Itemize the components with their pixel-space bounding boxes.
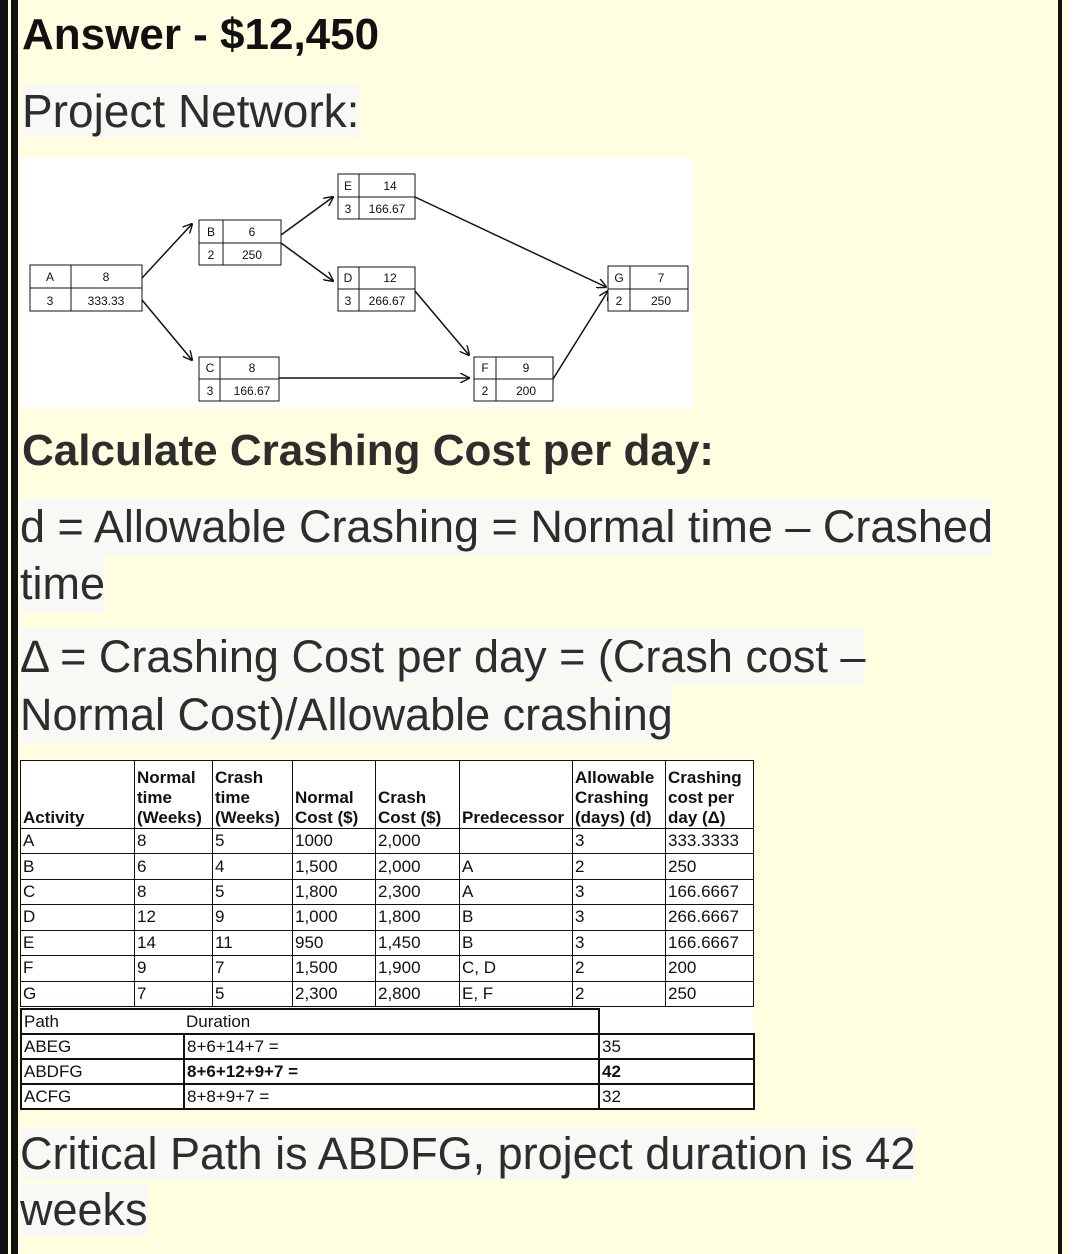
edge-d-f <box>415 291 469 355</box>
cell-activity: A <box>21 829 135 854</box>
cell-normal-cost: 1000 <box>293 829 376 854</box>
node-f-duration: 9 <box>522 361 530 375</box>
edge-a-b <box>142 224 192 278</box>
node-d-crash-days: 3 <box>344 294 352 308</box>
header-predecessor: Predecessor <box>460 761 573 829</box>
cell-normal-time: 6 <box>135 854 213 879</box>
node-d-cost-per-day: 266.67 <box>368 294 406 308</box>
cell-allowable: 3 <box>573 905 666 930</box>
cell-formula: 8+8+9+7 = <box>184 1084 599 1109</box>
node-f-id: F <box>481 361 489 375</box>
header-allowable-crashing: Allowable Crashing (days) (d) <box>573 761 666 829</box>
node-g-cost-per-day: 250 <box>650 294 672 308</box>
node-b-cost-per-day: 250 <box>241 248 263 262</box>
cell-path: ABDFG <box>21 1059 184 1084</box>
table-row <box>21 1059 754 1084</box>
table-row <box>21 829 754 854</box>
right-margin <box>1067 0 1080 1254</box>
node-f-crash-days: 2 <box>481 384 489 398</box>
cell-normal-cost: 1,500 <box>293 854 376 879</box>
cell-crash-cost: 2,000 <box>376 829 460 854</box>
left-border-gap <box>8 0 11 1254</box>
cell-activity: D <box>21 905 135 930</box>
cell-cost-per-day: 166.6667 <box>666 930 754 955</box>
edge-a-c <box>142 300 192 360</box>
cell-crash-time: 5 <box>213 829 293 854</box>
header-crash-time: Crash time (Weeks) <box>213 761 293 829</box>
header-crash-cost: Crash Cost ($) <box>376 761 460 829</box>
path-duration-table <box>20 1008 753 1110</box>
node-b-duration: 6 <box>248 225 256 239</box>
node-a-id: A <box>45 270 55 284</box>
cell-allowable: 3 <box>573 829 666 854</box>
header-activity: Activity <box>21 761 135 829</box>
cell-total: 42 <box>599 1059 754 1084</box>
cell-crash-cost: 1,900 <box>376 956 460 981</box>
cell-cost-per-day: 333.3333 <box>666 829 754 854</box>
cell-total: 32 <box>599 1084 754 1109</box>
cell-cost-per-day: 266.6667 <box>666 905 754 930</box>
cell-crash-cost: 1,450 <box>376 930 460 955</box>
cell-formula: 8+6+14+7 = <box>184 1034 599 1059</box>
cell-predecessor: C, D <box>460 956 573 981</box>
node-e-id: E <box>343 179 353 193</box>
cell-path: ACFG <box>21 1084 184 1109</box>
table-row <box>21 879 754 904</box>
header-normal-time: Normal time (Weeks) <box>135 761 213 829</box>
cell-normal-cost: 2,300 <box>293 981 376 1006</box>
cell-allowable: 2 <box>573 956 666 981</box>
node-e-cost-per-day: 166.67 <box>368 202 406 216</box>
node-b-crash-days: 2 <box>207 248 215 262</box>
cell-formula: 8+6+12+9+7 = <box>184 1059 599 1084</box>
edge-e-g <box>415 197 606 287</box>
node-e-duration: 14 <box>383 179 397 193</box>
cell-normal-cost: 1,500 <box>293 956 376 981</box>
node-e-crash-days: 3 <box>344 202 352 216</box>
node-a-duration: 8 <box>102 270 110 284</box>
cell-normal-time: 9 <box>135 956 213 981</box>
project-network-title: Project Network: <box>22 85 360 137</box>
node-g-id: G <box>614 271 624 285</box>
cell-predecessor: A <box>460 854 573 879</box>
cell-crash-time: 5 <box>213 981 293 1006</box>
cell-normal-time: 8 <box>135 829 213 854</box>
cell-allowable: 2 <box>573 981 666 1006</box>
cell-allowable: 3 <box>573 879 666 904</box>
cell-crash-cost: 2,300 <box>376 879 460 904</box>
node-a-crash-days: 3 <box>46 294 54 308</box>
table-row <box>21 1084 754 1109</box>
table-row <box>21 905 754 930</box>
allowable-crashing-equation-line1: d = Allowable Crashing = Normal time – Crashed <box>20 498 993 555</box>
cell-predecessor <box>460 829 573 854</box>
cell-normal-time: 7 <box>135 981 213 1006</box>
cell-predecessor: A <box>460 879 573 904</box>
cell-normal-cost: 1,000 <box>293 905 376 930</box>
cell-activity: F <box>21 956 135 981</box>
header-normal-cost: Normal Cost ($) <box>293 761 376 829</box>
cell-total: 35 <box>599 1034 754 1059</box>
cell-crash-time: 9 <box>213 905 293 930</box>
node-c-duration: 8 <box>248 361 256 375</box>
node-d-duration: 12 <box>383 271 397 285</box>
path-table-header <box>21 1009 754 1034</box>
allowable-crashing-equation-line2: time <box>20 555 105 612</box>
cell-crash-cost: 2,800 <box>376 981 460 1006</box>
edge-b-d <box>281 243 333 281</box>
table-row <box>21 956 754 981</box>
header-duration: Duration <box>184 1009 599 1034</box>
header-cost-per-day: Crashing cost per day (Δ) <box>666 761 754 829</box>
edge-f-g <box>553 291 608 379</box>
node-c-crash-days: 3 <box>206 384 214 398</box>
cell-normal-cost: 1,800 <box>293 879 376 904</box>
cell-allowable: 3 <box>573 930 666 955</box>
cell-predecessor: B <box>460 905 573 930</box>
node-d-id: D <box>343 271 353 285</box>
node-f-cost-per-day: 200 <box>515 384 537 398</box>
cell-cost-per-day: 250 <box>666 854 754 879</box>
cell-crash-cost: 2,000 <box>376 854 460 879</box>
node-a-cost-per-day: 333.33 <box>87 294 125 308</box>
critical-path-conclusion-line1: Critical Path is ABDFG, project duration is 42 <box>20 1128 916 1179</box>
cell-activity: G <box>21 981 135 1006</box>
cell-predecessor: B <box>460 930 573 955</box>
cell-cost-per-day: 166.6667 <box>666 879 754 904</box>
table-row <box>21 1034 754 1059</box>
answer-heading: Answer - $12,450 <box>22 10 380 59</box>
cell-predecessor: E, F <box>460 981 573 1006</box>
cell-activity: B <box>21 854 135 879</box>
cell-activity: C <box>21 879 135 904</box>
node-b-id: B <box>206 225 216 239</box>
table-row <box>21 930 754 955</box>
activity-table-header <box>21 761 754 829</box>
crashing-cost-equation-line2: Normal Cost)/Allowable crashing <box>20 686 673 743</box>
header-path: Path <box>21 1009 184 1034</box>
edge-b-e <box>281 197 333 235</box>
crashing-cost-equation-line1: Δ = Crashing Cost per day = (Crash cost – <box>20 628 865 685</box>
cell-crash-time: 11 <box>213 930 293 955</box>
cell-path: ABEG <box>21 1034 184 1059</box>
cell-crash-time: 7 <box>213 956 293 981</box>
node-c-cost-per-day: 166.67 <box>233 384 271 398</box>
project-network-diagram <box>20 157 692 407</box>
activity-table <box>20 760 753 1007</box>
cell-crash-time: 4 <box>213 854 293 879</box>
node-g-crash-days: 2 <box>615 294 623 308</box>
node-c-id: C <box>205 361 215 375</box>
node-g-duration: 7 <box>657 271 665 285</box>
cell-cost-per-day: 200 <box>666 956 754 981</box>
cell-cost-per-day: 250 <box>666 981 754 1006</box>
cell-allowable: 2 <box>573 854 666 879</box>
cell-crash-time: 5 <box>213 879 293 904</box>
header-total-blank <box>599 1009 754 1034</box>
cell-normal-time: 12 <box>135 905 213 930</box>
right-border <box>1058 0 1062 1254</box>
cell-activity: E <box>21 930 135 955</box>
crashing-cost-heading: Calculate Crashing Cost per day: <box>22 426 714 475</box>
cell-crash-cost: 1,800 <box>376 905 460 930</box>
cell-normal-cost: 950 <box>293 930 376 955</box>
cell-normal-time: 8 <box>135 879 213 904</box>
table-row <box>21 981 754 1006</box>
critical-path-conclusion-line2: weeks <box>20 1184 148 1235</box>
cell-normal-time: 14 <box>135 930 213 955</box>
table-row <box>21 854 754 879</box>
